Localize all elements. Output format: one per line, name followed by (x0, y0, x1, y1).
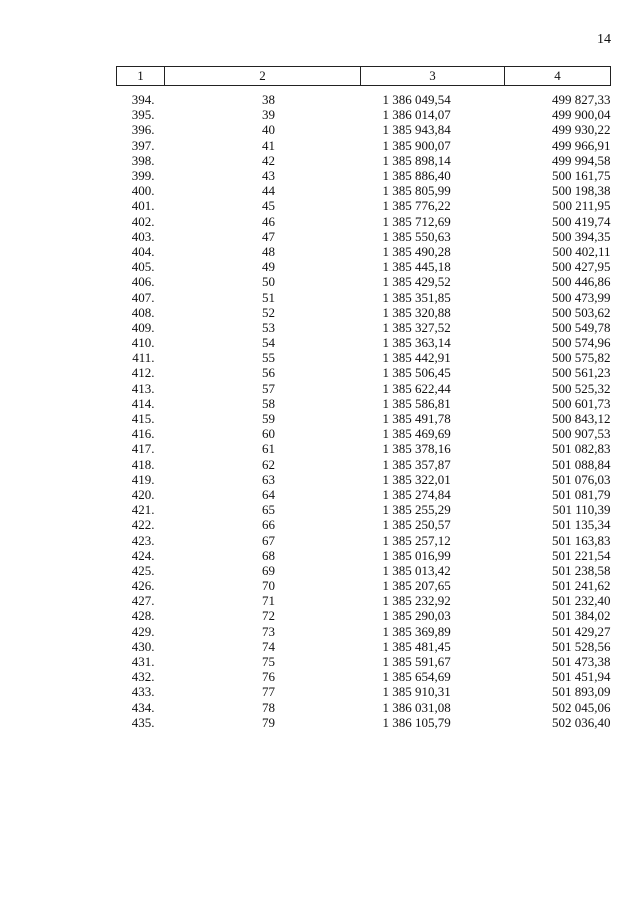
row-number: 433. (131, 684, 155, 700)
table-row (117, 715, 611, 730)
table-row (117, 517, 611, 532)
table-row (117, 487, 611, 502)
x-coordinate: 1 385 320,88 (382, 304, 451, 320)
y-coordinate: 500 402,11 (552, 243, 611, 259)
row-number: 405. (131, 259, 155, 275)
row-number: 403. (131, 228, 155, 244)
table-row (117, 472, 611, 487)
y-coordinate: 501 473,38 (552, 654, 611, 670)
table-row (117, 350, 611, 365)
y-coordinate: 500 601,73 (552, 395, 611, 411)
table-row (117, 426, 611, 441)
row-number: 394. (131, 92, 155, 108)
point-number: 58 (262, 395, 275, 411)
point-number: 70 (262, 578, 275, 594)
y-coordinate: 501 451,94 (552, 669, 611, 685)
table-row (117, 684, 611, 699)
x-coordinate: 1 385 506,45 (382, 365, 451, 381)
point-number: 61 (262, 441, 275, 457)
row-number: 435. (131, 714, 155, 730)
row-number: 426. (131, 578, 155, 594)
x-coordinate: 1 385 900,07 (382, 137, 451, 153)
row-number: 417. (131, 441, 155, 457)
y-coordinate: 500 549,78 (552, 319, 611, 335)
row-number: 406. (131, 274, 155, 290)
y-coordinate: 501 221,54 (552, 547, 611, 563)
point-number: 69 (262, 562, 275, 578)
page-number: 14 (597, 32, 611, 47)
row-number: 395. (131, 107, 155, 123)
x-coordinate: 1 385 550,63 (382, 228, 451, 244)
table-row (117, 608, 611, 623)
x-coordinate: 1 385 363,14 (382, 335, 451, 351)
table-row (117, 107, 611, 122)
point-number: 67 (262, 532, 275, 548)
y-coordinate: 500 198,38 (552, 183, 611, 199)
point-number: 74 (262, 638, 275, 654)
table-row (117, 274, 611, 289)
y-coordinate: 499 930,22 (552, 122, 611, 138)
y-coordinate: 499 900,04 (552, 107, 611, 123)
x-coordinate: 1 385 910,31 (382, 684, 451, 700)
y-coordinate: 500 503,62 (552, 304, 611, 320)
x-coordinate: 1 385 274,84 (382, 486, 451, 502)
row-number: 434. (131, 699, 155, 715)
row-number: 429. (131, 623, 155, 639)
row-number: 400. (131, 183, 155, 199)
point-number: 49 (262, 259, 275, 275)
point-number: 54 (262, 335, 275, 351)
y-coordinate: 499 966,91 (552, 137, 611, 153)
point-number: 71 (262, 593, 275, 609)
row-number: 415. (131, 411, 155, 427)
y-coordinate: 500 161,75 (552, 168, 611, 184)
x-coordinate: 1 385 369,89 (382, 623, 451, 639)
x-coordinate: 1 385 898,14 (382, 152, 451, 168)
y-coordinate: 501 163,83 (552, 532, 611, 548)
table-row (117, 92, 611, 107)
row-number: 396. (131, 122, 155, 138)
row-number: 424. (131, 547, 155, 563)
x-coordinate: 1 385 207,65 (382, 578, 451, 594)
row-number: 427. (131, 593, 155, 609)
table-row (117, 654, 611, 669)
x-coordinate: 1 385 469,69 (382, 426, 451, 442)
row-number: 431. (131, 654, 155, 670)
point-number: 63 (262, 471, 275, 487)
row-number: 420. (131, 486, 155, 502)
x-coordinate: 1 385 255,29 (382, 502, 451, 518)
y-coordinate: 501 081,79 (552, 486, 611, 502)
x-coordinate: 1 385 351,85 (382, 289, 451, 305)
table-row (117, 381, 611, 396)
y-coordinate: 500 575,82 (552, 350, 611, 366)
table-row (117, 396, 611, 411)
y-coordinate: 500 446,86 (552, 274, 611, 290)
x-coordinate: 1 385 429,52 (382, 274, 451, 290)
y-coordinate: 501 110,39 (552, 502, 611, 518)
point-number: 40 (262, 122, 275, 138)
y-coordinate: 500 525,32 (552, 380, 611, 396)
table-row (117, 335, 611, 350)
point-number: 51 (262, 289, 275, 305)
point-number: 46 (262, 213, 275, 229)
x-coordinate: 1 385 016,99 (382, 547, 451, 563)
y-coordinate: 501 528,56 (552, 638, 611, 654)
table-row (117, 563, 611, 578)
x-coordinate: 1 385 491,78 (382, 411, 451, 427)
table-row (117, 502, 611, 517)
column-header-3: 3 (361, 67, 505, 86)
x-coordinate: 1 385 378,16 (382, 441, 451, 457)
table-row (117, 669, 611, 684)
point-number: 64 (262, 486, 275, 502)
row-number: 408. (131, 304, 155, 320)
row-number: 397. (131, 137, 155, 153)
x-coordinate: 1 385 886,40 (382, 168, 451, 184)
x-coordinate: 1 385 250,57 (382, 517, 451, 533)
y-coordinate: 501 384,02 (552, 608, 611, 624)
point-number: 45 (262, 198, 275, 214)
x-coordinate: 1 385 322,01 (382, 471, 451, 487)
table-row (117, 168, 611, 183)
row-number: 407. (131, 289, 155, 305)
point-number: 44 (262, 183, 275, 199)
row-number: 422. (131, 517, 155, 533)
point-number: 57 (262, 380, 275, 396)
point-number: 76 (262, 669, 275, 685)
table-row (117, 411, 611, 426)
point-number: 72 (262, 608, 275, 624)
table-row (117, 183, 611, 198)
y-coordinate: 500 843,12 (552, 411, 611, 427)
column-header-4: 4 (505, 67, 611, 86)
column-header-1: 1 (117, 67, 165, 86)
row-number: 428. (131, 608, 155, 624)
point-number: 62 (262, 456, 275, 472)
x-coordinate: 1 385 481,45 (382, 638, 451, 654)
x-coordinate: 1 385 654,69 (382, 669, 451, 685)
y-coordinate: 501 082,83 (552, 441, 611, 457)
x-coordinate: 1 385 327,52 (382, 319, 451, 335)
point-number: 56 (262, 365, 275, 381)
point-number: 39 (262, 107, 275, 123)
table-row (117, 639, 611, 654)
table-row (117, 153, 611, 168)
x-coordinate: 1 385 586,81 (382, 395, 451, 411)
table-row (117, 457, 611, 472)
table-row (117, 244, 611, 259)
table-row (117, 289, 611, 304)
x-coordinate: 1 385 445,18 (382, 259, 451, 275)
y-coordinate: 500 473,99 (552, 289, 611, 305)
row-number: 425. (131, 562, 155, 578)
point-number: 52 (262, 304, 275, 320)
y-coordinate: 501 893,09 (552, 684, 611, 700)
y-coordinate: 502 045,06 (552, 699, 611, 715)
x-coordinate: 1 385 442,91 (382, 350, 451, 366)
x-coordinate: 1 385 943,84 (382, 122, 451, 138)
y-coordinate: 501 076,03 (552, 471, 611, 487)
point-number: 75 (262, 654, 275, 670)
x-coordinate: 1 385 776,22 (382, 198, 451, 214)
point-number: 77 (262, 684, 275, 700)
x-coordinate: 1 385 232,92 (382, 593, 451, 609)
y-coordinate: 501 429,27 (552, 623, 611, 639)
point-number: 73 (262, 623, 275, 639)
table-body (117, 92, 611, 730)
x-coordinate: 1 386 031,08 (382, 699, 451, 715)
x-coordinate: 1 386 014,07 (382, 107, 451, 123)
row-number: 404. (131, 243, 155, 259)
row-number: 412. (131, 365, 155, 381)
point-number: 66 (262, 517, 275, 533)
row-number: 419. (131, 471, 155, 487)
row-number: 418. (131, 456, 155, 472)
x-coordinate: 1 385 257,12 (382, 532, 451, 548)
y-coordinate: 501 088,84 (552, 456, 611, 472)
row-number: 398. (131, 152, 155, 168)
x-coordinate: 1 385 490,28 (382, 243, 451, 259)
y-coordinate: 501 232,40 (552, 593, 611, 609)
x-coordinate: 1 385 591,67 (382, 654, 451, 670)
point-number: 53 (262, 319, 275, 335)
table-row (117, 700, 611, 715)
x-coordinate: 1 386 105,79 (382, 714, 451, 730)
x-coordinate: 1 385 013,42 (382, 562, 451, 578)
x-coordinate: 1 385 357,87 (382, 456, 451, 472)
y-coordinate: 500 394,35 (552, 228, 611, 244)
y-coordinate: 501 135,34 (552, 517, 611, 533)
point-number: 43 (262, 168, 275, 184)
row-number: 414. (131, 395, 155, 411)
table-row (117, 593, 611, 608)
row-number: 430. (131, 638, 155, 654)
row-number: 411. (132, 350, 155, 366)
row-number: 416. (131, 426, 155, 442)
row-number: 402. (131, 213, 155, 229)
point-number: 79 (262, 714, 275, 730)
row-number: 421. (131, 502, 155, 518)
point-number: 65 (262, 502, 275, 518)
y-coordinate: 501 241,62 (552, 578, 611, 594)
y-coordinate: 500 419,74 (552, 213, 611, 229)
point-number: 68 (262, 547, 275, 563)
table-row (117, 578, 611, 593)
point-number: 78 (262, 699, 275, 715)
table-row (117, 122, 611, 137)
y-coordinate: 500 561,23 (552, 365, 611, 381)
row-number: 410. (131, 335, 155, 351)
x-coordinate: 1 385 622,44 (382, 380, 451, 396)
y-coordinate: 502 036,40 (552, 714, 611, 730)
table-row (117, 441, 611, 456)
table-row (117, 532, 611, 547)
x-coordinate: 1 385 712,69 (382, 213, 451, 229)
table-row (117, 138, 611, 153)
y-coordinate: 500 907,53 (552, 426, 611, 442)
row-number: 401. (131, 198, 155, 214)
table-row (117, 259, 611, 274)
table-row (117, 214, 611, 229)
column-header-2: 2 (165, 67, 361, 86)
row-number: 409. (131, 319, 155, 335)
y-coordinate: 500 574,96 (552, 335, 611, 351)
table-row (117, 365, 611, 380)
table-row (117, 229, 611, 244)
table-row (117, 624, 611, 639)
y-coordinate: 500 211,95 (552, 198, 611, 214)
point-number: 48 (262, 243, 275, 259)
y-coordinate: 499 827,33 (552, 92, 611, 108)
y-coordinate: 501 238,58 (552, 562, 611, 578)
x-coordinate: 1 385 290,03 (382, 608, 451, 624)
point-number: 41 (262, 137, 275, 153)
row-number: 399. (131, 168, 155, 184)
table-row (117, 548, 611, 563)
table-row (117, 305, 611, 320)
table-header (117, 67, 611, 93)
row-number: 413. (131, 380, 155, 396)
point-number: 60 (262, 426, 275, 442)
y-coordinate: 500 427,95 (552, 259, 611, 275)
row-number: 423. (131, 532, 155, 548)
x-coordinate: 1 385 805,99 (382, 183, 451, 199)
y-coordinate: 499 994,58 (552, 152, 611, 168)
point-number: 55 (262, 350, 275, 366)
row-number: 432. (131, 669, 155, 685)
table-row (117, 320, 611, 335)
table-row (117, 198, 611, 213)
point-number: 42 (262, 152, 275, 168)
coordinates-table (116, 66, 611, 730)
point-number: 47 (262, 228, 275, 244)
x-coordinate: 1 386 049,54 (382, 92, 451, 108)
point-number: 38 (262, 92, 275, 108)
point-number: 50 (262, 274, 275, 290)
point-number: 59 (262, 411, 275, 427)
